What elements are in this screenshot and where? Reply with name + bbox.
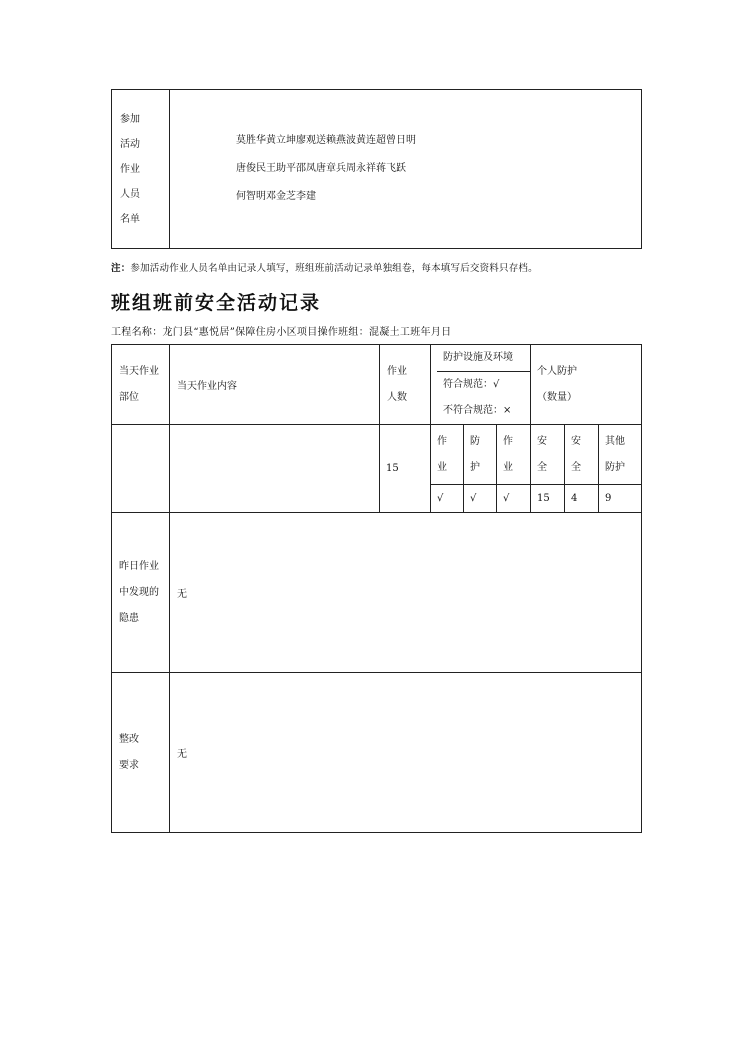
names-line: 莫胜华黄立坤廖观送赖燕波黄连超曾日明 bbox=[236, 135, 416, 146]
sub-header-line: 防 bbox=[470, 435, 480, 447]
participants-label-line: 作业 bbox=[120, 163, 140, 175]
sub-header-cell bbox=[531, 425, 565, 485]
ppe-header-line: 个人防护 bbox=[537, 365, 578, 377]
sub-header-cell bbox=[599, 425, 642, 485]
sub-header-cell bbox=[464, 425, 497, 485]
hazards-label-line: 昨日作业 bbox=[119, 560, 159, 572]
rectification-value: 无 bbox=[170, 673, 642, 833]
rectification-label-line: 整改 bbox=[119, 733, 139, 745]
participants-table bbox=[111, 89, 642, 249]
hazards-label bbox=[112, 513, 170, 673]
sub-header-line: 其他 bbox=[605, 435, 626, 447]
check-cell: √ bbox=[431, 485, 464, 513]
check-cell: √ bbox=[497, 485, 531, 513]
participants-label-line: 参加 bbox=[120, 113, 140, 125]
work-content-cell bbox=[170, 425, 380, 513]
note-text: 参加活动作业人员名单由记录人填写，班组班前活动记录单独组卷，每本填写后交资料只存档。 bbox=[130, 263, 538, 274]
worker-count-header bbox=[380, 345, 431, 425]
sub-header-cell bbox=[565, 425, 599, 485]
participants-label-line: 名单 bbox=[120, 213, 140, 225]
ppe-value-cell: 9 bbox=[599, 485, 642, 513]
ppe-value-cell: 15 bbox=[531, 485, 565, 513]
sub-header-cell bbox=[431, 425, 464, 485]
noncompliant-legend: 不符合规范：× bbox=[443, 405, 512, 416]
hazards-label-line: 隐患 bbox=[119, 612, 139, 624]
sub-header-line: 全 bbox=[537, 461, 548, 473]
work-location-header-line: 当天作业 bbox=[119, 365, 159, 377]
work-content-header: 当天作业内容 bbox=[170, 345, 380, 425]
work-location-header-line: 部位 bbox=[119, 391, 139, 403]
sub-header-line: 安 bbox=[537, 435, 548, 447]
ppe-header bbox=[531, 345, 642, 425]
worker-count-header-line: 作业 bbox=[387, 365, 407, 377]
check-cell: √ bbox=[464, 485, 497, 513]
record-table bbox=[111, 344, 642, 833]
names-line: 唐俊民王助平邵凤唐章兵周永祥蒋飞跃 bbox=[236, 163, 406, 174]
work-location-cell bbox=[112, 425, 170, 513]
hazards-value: 无 bbox=[170, 513, 642, 673]
worker-count-header-line: 人数 bbox=[387, 391, 407, 403]
sub-header-line: 防护 bbox=[605, 461, 626, 473]
sub-header-line: 护 bbox=[470, 461, 480, 473]
sub-header-cell bbox=[497, 425, 531, 485]
participants-label bbox=[112, 90, 170, 249]
sub-header-line: 作 bbox=[503, 435, 513, 447]
note bbox=[111, 260, 711, 274]
project-line: 工程名称：龙门县“惠悦居”保障住房小区项目操作班组：混凝土工班年月日 bbox=[111, 327, 452, 338]
worker-count-cell: 15 bbox=[380, 425, 431, 513]
names-line: 何智明邓金芝李建 bbox=[236, 191, 316, 202]
sub-header-line: 作 bbox=[437, 435, 447, 447]
hazards-label-line: 中发现的 bbox=[119, 586, 159, 598]
compliant-legend: 符合规范：√ bbox=[443, 379, 500, 390]
page-title: 班组班前安全活动记录 bbox=[111, 292, 322, 314]
sub-header-line: 安 bbox=[571, 435, 582, 447]
ppe-value-cell: 4 bbox=[565, 485, 599, 513]
note-prefix: 注： bbox=[111, 263, 131, 274]
participants-label-line: 人员 bbox=[120, 188, 140, 200]
protection-facilities-title: 防护设施及环境 bbox=[437, 345, 530, 372]
sub-header-line: 业 bbox=[437, 461, 447, 473]
rectification-label-line: 要求 bbox=[119, 759, 139, 771]
protection-facilities-header bbox=[431, 345, 531, 425]
sub-header-line: 全 bbox=[571, 461, 582, 473]
work-location-header bbox=[112, 345, 170, 425]
sub-header-line: 业 bbox=[503, 461, 513, 473]
participants-names bbox=[170, 90, 642, 249]
rectification-label bbox=[112, 673, 170, 833]
ppe-header-line: （数量） bbox=[537, 391, 578, 403]
participants-label-line: 活动 bbox=[120, 138, 140, 150]
